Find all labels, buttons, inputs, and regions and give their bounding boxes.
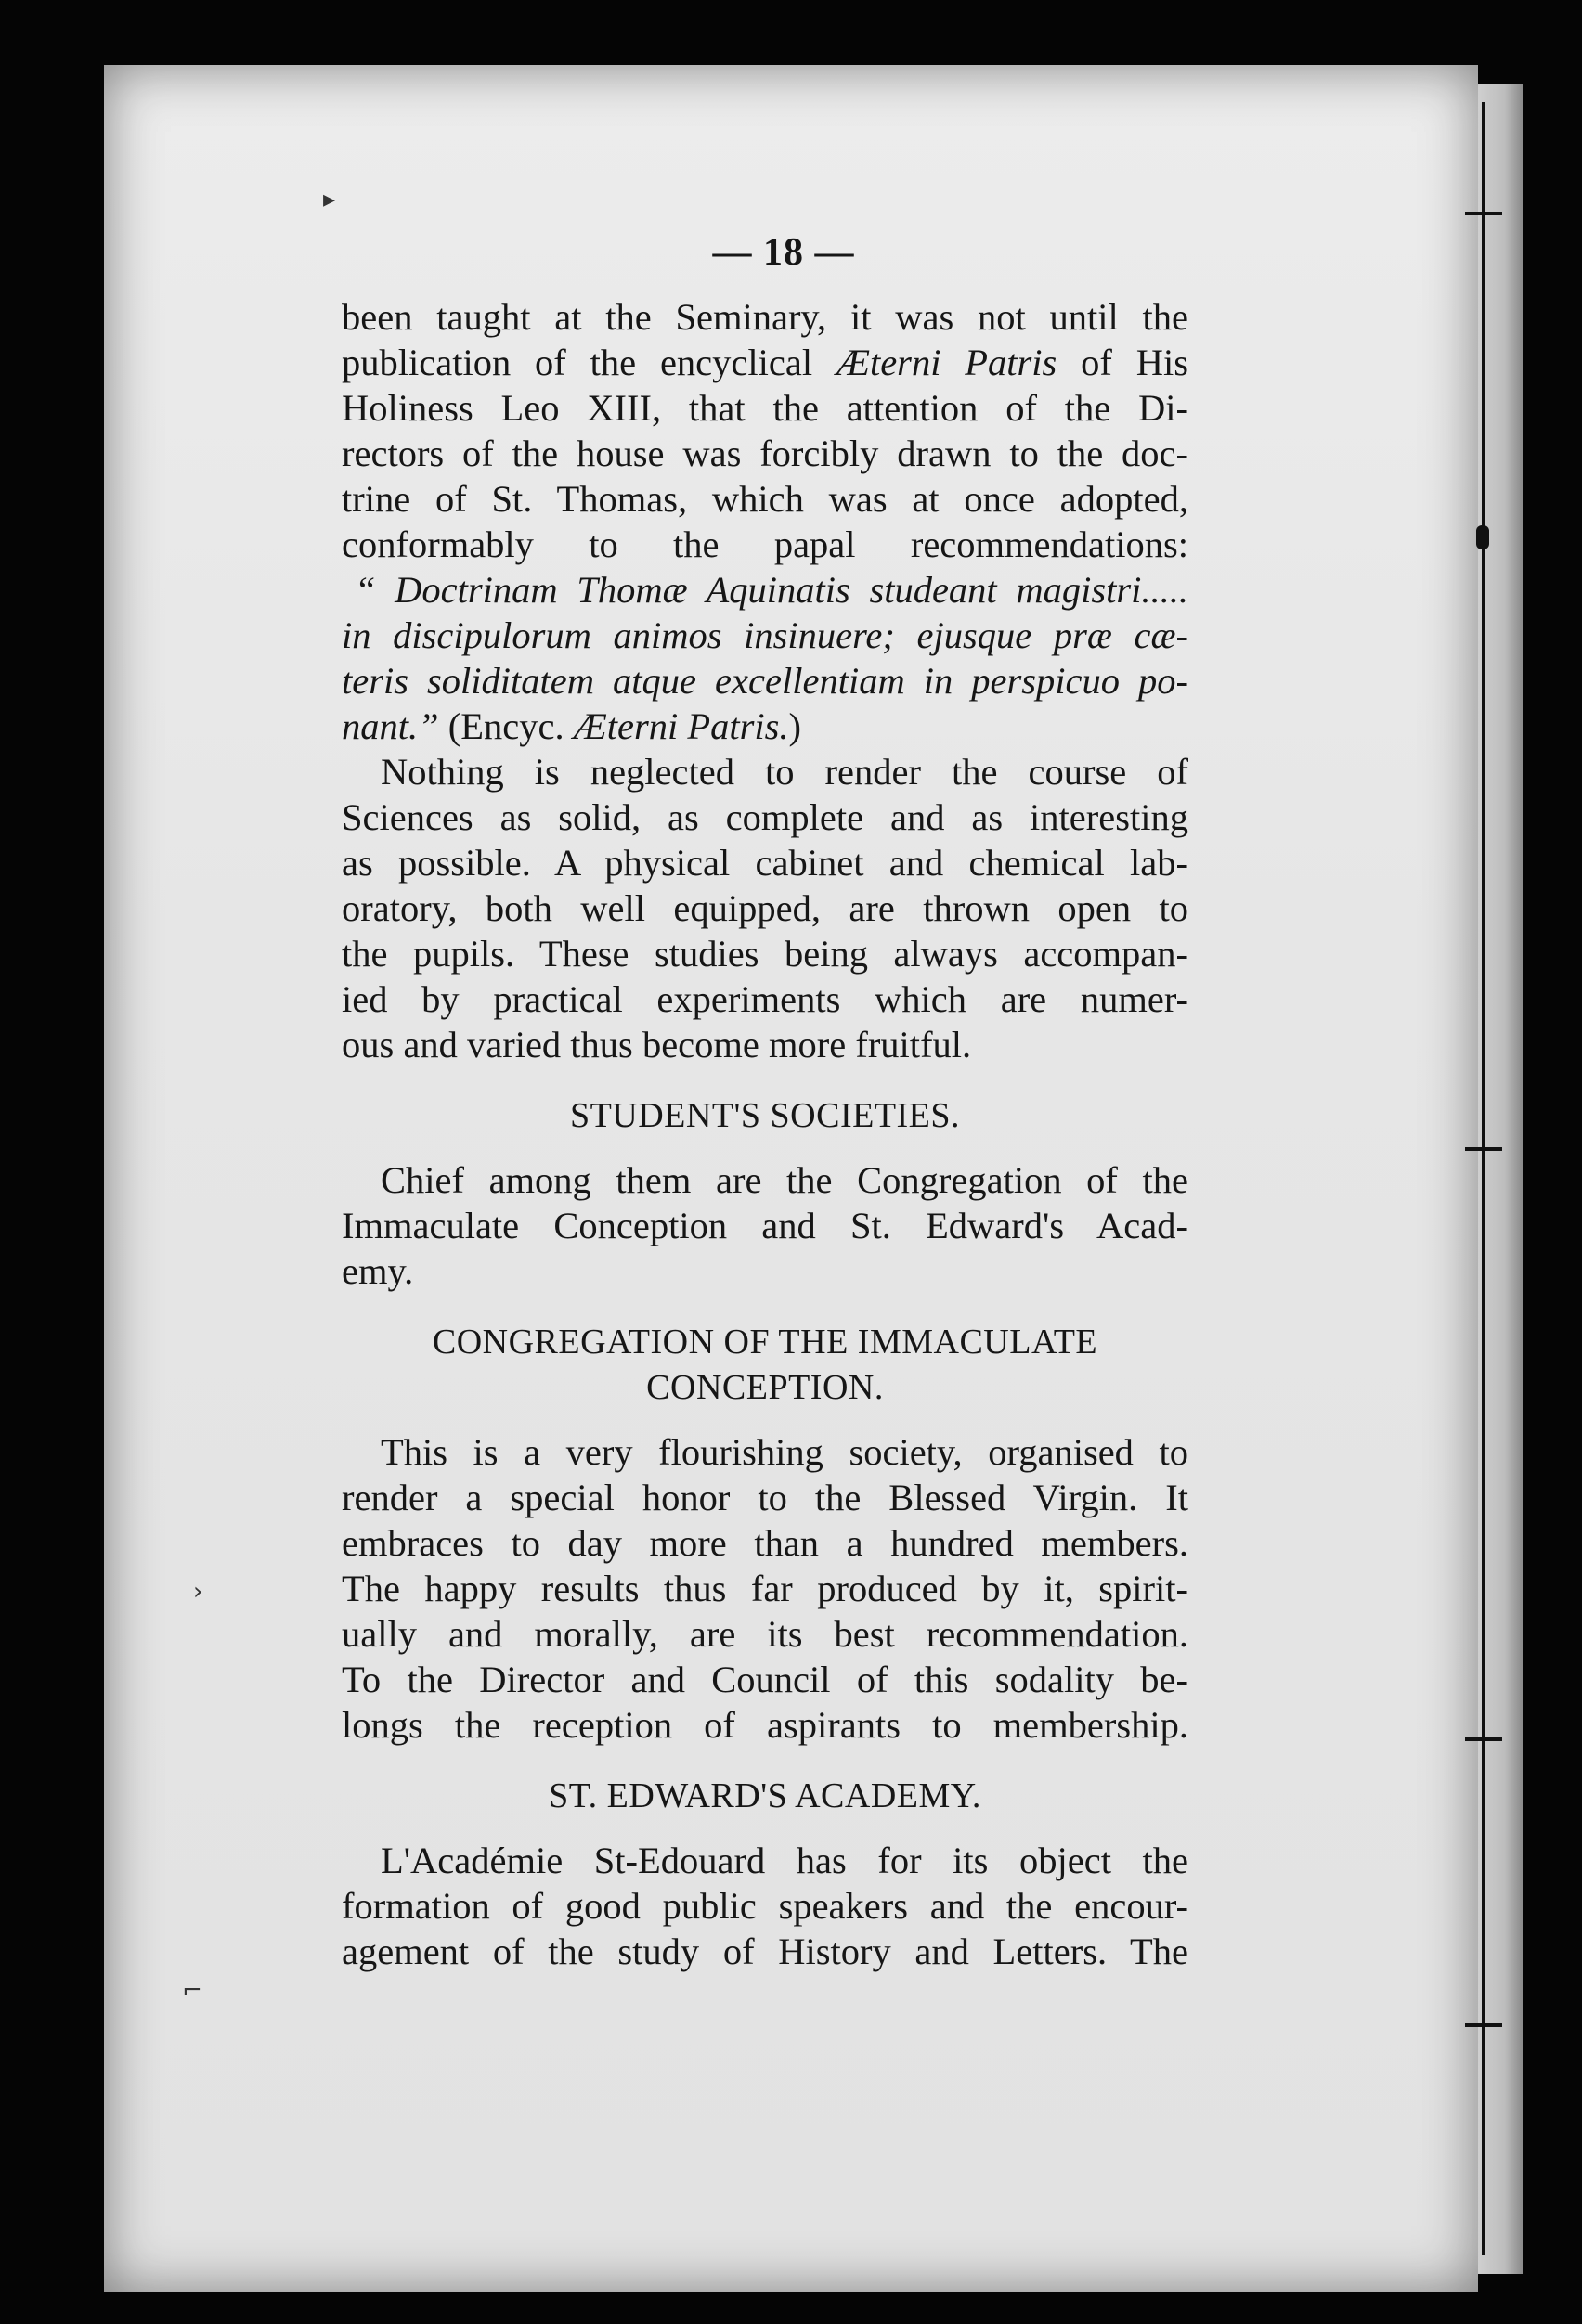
text-line: Holiness Leo XIII, that the attention of the Di- (342, 387, 1188, 429)
text-line: ually and morally, are its best recommendation. (342, 1613, 1188, 1655)
text-line: been taught at the Seminary, it was not until the (342, 296, 1188, 338)
scan-speck: › (193, 1578, 203, 1606)
citation-suffix: ) (788, 705, 801, 747)
encyclical-title: Æterni Patris (836, 342, 1057, 383)
heading-student-societies: STUDENT'S SOCIETIES. (569, 1096, 961, 1135)
text-line: This is a very flourishing society, organised to (381, 1431, 1188, 1473)
paragraph-academy (342, 1838, 1188, 1974)
text-line: embraces to day more than a hundred members. (342, 1522, 1188, 1564)
text-fragment: publication of the encyclical (342, 342, 836, 383)
paragraph-societies (342, 1157, 1188, 1294)
text-line: as possible. A physical cabinet and chemical lab- (342, 842, 1188, 884)
text-line: longs the reception of aspirants to membership. (342, 1704, 1188, 1746)
binding-rule-line (1482, 102, 1485, 2255)
text-line: agement of the study of History and Letters. The (342, 1930, 1188, 1972)
heading-line: CONGREGATION OF THE IMMACULATE (432, 1323, 1098, 1362)
paragraph-sciences (342, 749, 1188, 1067)
text-line: Sciences as solid, as complete and as interesting (342, 796, 1188, 838)
binding-tick (1465, 212, 1502, 215)
text-line: L'Académie St-Edouard has for its object the (381, 1840, 1188, 1881)
text-line: conformably to the papal recommendations: (342, 523, 1188, 565)
text-line: Immaculate Conception and St. Edward's Acad- (342, 1205, 1188, 1246)
text-line: The happy results thus far produced by it, spirit- (342, 1568, 1188, 1609)
text-line: Chief among them are the Congregation of the (381, 1159, 1188, 1201)
citation-prefix: (Encyc. (438, 705, 574, 747)
heading-congregation (342, 1320, 1188, 1411)
paragraph-seminary (342, 294, 1188, 749)
scan-speck: ⌐ (182, 1977, 202, 2005)
quote-line: teris soliditatem atque excellentiam in perspicuo po- (342, 660, 1188, 702)
binding-mark (1476, 525, 1489, 549)
text-line: To the Director and Council of this sodality be- (342, 1659, 1188, 1700)
text-line: ied by practical experiments which are numer- (342, 978, 1188, 1020)
text-line: oratory, both well equipped, are thrown open to (342, 887, 1188, 929)
binding-tick (1465, 2023, 1502, 2027)
text-line (342, 340, 1188, 385)
page-edge-strip (1478, 84, 1523, 2274)
text-line: render a special honor to the Blessed Virgin. It (342, 1477, 1188, 1518)
text-line: formation of good public speakers and the encour- (342, 1885, 1188, 1927)
text-line: Nothing is neglected to render the course of (381, 751, 1188, 793)
text-line: ous and varied thus become more fruitful. (342, 1024, 972, 1065)
text-fragment: of His (1057, 342, 1188, 383)
heading-line: CONCEPTION. (646, 1368, 884, 1407)
paragraph-congregation (342, 1429, 1188, 1748)
text-line (342, 704, 1188, 749)
text-line: emy. (342, 1250, 414, 1292)
page-text (342, 230, 1188, 1974)
text-line: rectors of the house was forcibly drawn to the doc- (342, 433, 1188, 474)
binding-tick (1465, 1147, 1502, 1151)
quote-line: “ Doctrinam Thomæ Aquinatis studeant magistri..... (355, 569, 1188, 611)
heading-academy: ST. EDWARD'S ACADEMY. (549, 1776, 981, 1815)
scan-speck: ▸ (323, 186, 336, 213)
page-number: — 18 — (712, 231, 855, 274)
citation-title: Æterni Patris. (573, 705, 789, 747)
quote-end: nant.” (342, 705, 439, 747)
binding-tick (1465, 1737, 1502, 1741)
quote-line: in discipulorum animos insinuere; ejusque præ cæ- (342, 614, 1188, 656)
text-line: the pupils. These studies being always accompan- (342, 933, 1188, 975)
text-line: trine of St. Thomas, which was at once adopted, (342, 478, 1188, 520)
